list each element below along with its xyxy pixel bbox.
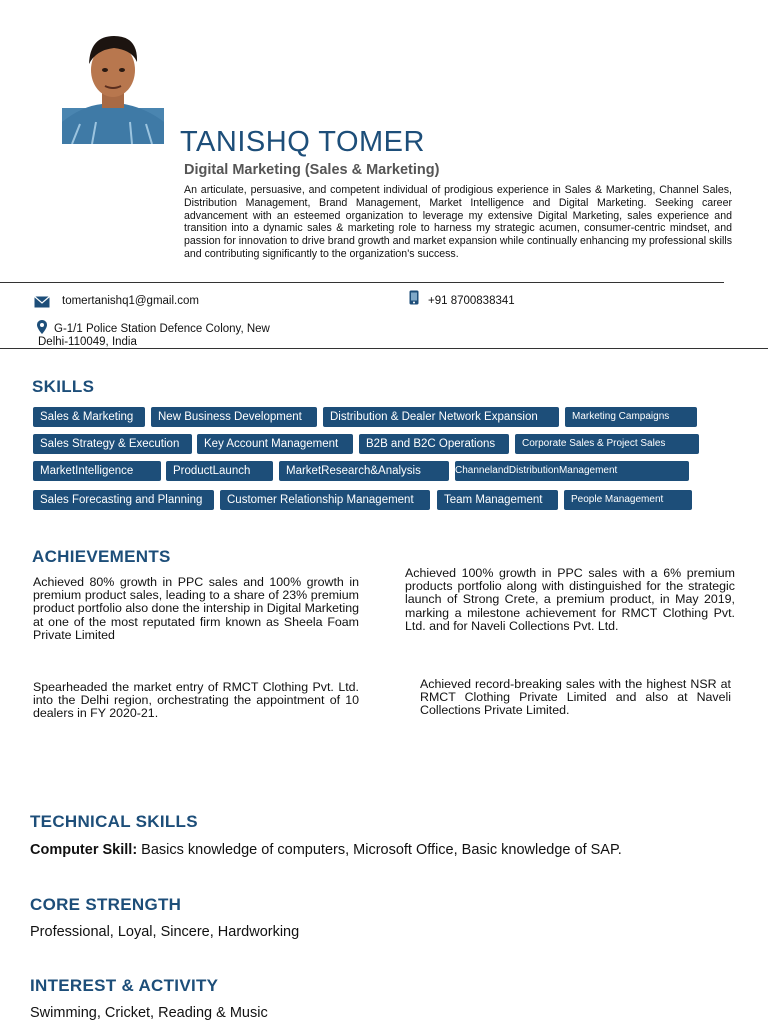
divider [0,282,724,283]
skill-tag: New Business Development [151,407,317,427]
interest-heading: INTEREST & ACTIVITY [30,976,219,995]
candidate-title: Digital Marketing (Sales & Marketing) [184,162,440,178]
mail-icon [34,295,50,313]
skill-tag: ChannelandDistributionManagement [455,461,689,481]
achievements-heading: ACHIEVEMENTS [32,547,171,566]
achievement-item: Achieved record-breaking sales with the highest NSR at RMCT Clothing Private Limited and also at Naveli Collections Private Limited. [420,677,731,718]
phone-number[interactable]: +91 8700838341 [428,295,515,307]
interest-text: Swimming, Cricket, Reading & Music [30,1005,268,1021]
skill-tag: Distribution & Dealer Network Expansion [323,407,559,427]
candidate-name: TANISHQ TOMER [180,126,425,158]
email-link[interactable]: tomertanishq1@gmail.com [62,295,199,307]
profile-summary: An articulate, persuasive, and competent individual of prodigious experience in Sales & Marketing, Channel Sales, Distribution Management, Brand Management, Market Intelligence and Digital Marketing. Seeking career advancement with an esteemed organization to leverage my extensive Digital Marketing, sales experience and transition into a dynamic sales & marketing role to harness my strategic acumen, consumer-centric mindset, and passion for innovation to drive brand growth and market expansion while continually enhancing my professional skills and contributing significantly to the organization's success. [184,184,732,260]
technical-skills-heading: TECHNICAL SKILLS [30,812,198,831]
achievement-item: Achieved 100% growth in PPC sales with a 6% premium products portfolio along with distinguished for the strategic launch of Strong Crete, a premium product, in May 2019, marking a milestone achievement for RMCT Clothing Pvt. Ltd. and for Naveli Collections Pvt. Ltd. [405,566,735,633]
skill-tag: People Management [564,490,692,510]
skill-tag: Sales & Marketing [33,407,145,427]
phone-icon [409,290,419,310]
technical-skills-text [30,842,622,858]
skills-heading: SKILLS [32,377,95,396]
divider [0,348,768,349]
skill-tag: Sales Forecasting and Planning [33,490,214,510]
profile-photo [62,24,164,144]
computer-skill-label: Computer Skill: [30,842,138,858]
core-strength-text: Professional, Loyal, Sincere, Hardworking [30,924,300,940]
skill-tag: Customer Relationship Management [220,490,430,510]
achievement-item: Achieved 80% growth in PPC sales and 100% growth in premium product sales, leading to a share of 23% premium product portfolio also done the intership in Digital Marketing at one of the most reputated firm known as Sheela Foam Private Limited [33,575,359,642]
skill-tag: Team Management [437,490,558,510]
skill-tag: MarketResearch&Analysis [279,461,449,481]
address-line-2: Delhi-110049, India [38,336,137,348]
core-strength-heading: CORE STRENGTH [30,895,182,914]
skill-tag: MarketIntelligence [33,461,161,481]
skill-tag: Corporate Sales & Project Sales [515,434,699,454]
address-line-1: G-1/1 Police Station Defence Colony, New [54,323,270,335]
skill-tag: B2B and B2C Operations [359,434,509,454]
skill-tag: Sales Strategy & Execution [33,434,192,454]
skill-tag: ProductLaunch [166,461,273,481]
skill-tag: Key Account Management [197,434,353,454]
skill-tag: Marketing Campaigns [565,407,697,427]
computer-skill-value: Basics knowledge of computers, Microsoft Office, Basic knowledge of SAP. [137,842,622,858]
achievement-item: Spearheaded the market entry of RMCT Clothing Pvt. Ltd. into the Delhi region, orchestrating the appointment of 10 dealers in FY 2020-21. [33,680,359,721]
